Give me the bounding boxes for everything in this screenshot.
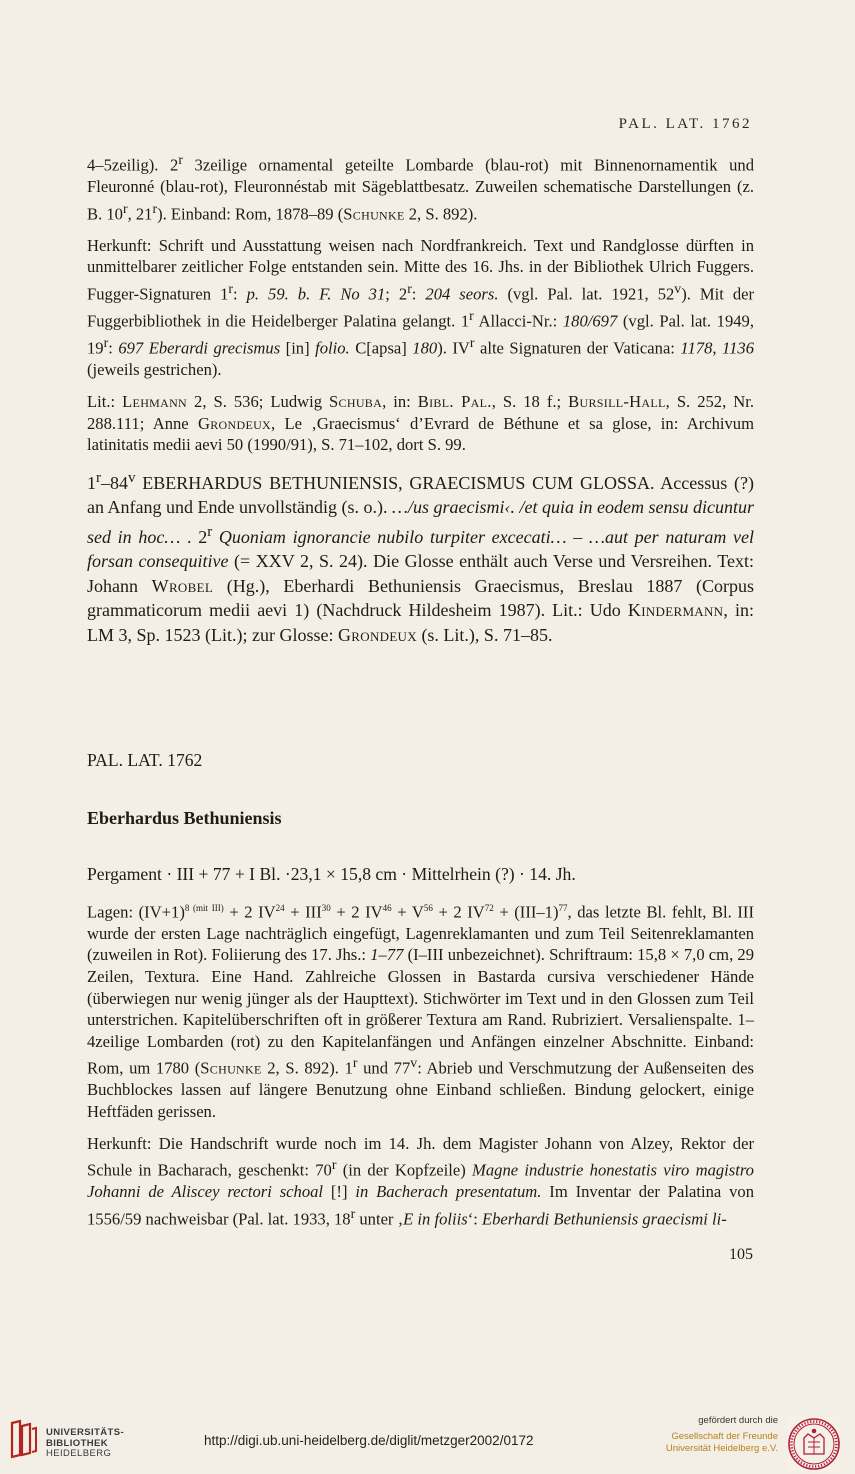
provenance-paragraph-2: Herkunft: Die Handschrift wurde noch im 14. Jh. dem Magister Johann von Alzey, Rektor der Schule in Bacharach, geschenkt: 70$^r$ (in der Kopfzeile) Magne industrie honestatis viro magistro Johanni de Aliscey rectori schoal [!] in Bacherach presentatum. Im Inventar der Palatina von 1556/59 nachweisbar (Pal. lat. 1933, 18$^r$ unter ‚E in foliis‘: Eberhardi Bethuniensis graecismi li- — [87, 1133, 754, 1229]
shelfmark-heading: PAL. LAT. 1762 — [87, 750, 203, 770]
sponsor-name-line-2: Universität Heidelberg e.V. — [665, 1443, 778, 1454]
description-block — [87, 864, 754, 1240]
sponsor-name-line-1: Gesellschaft der Freunde — [671, 1430, 778, 1442]
description-block-continued — [87, 149, 754, 657]
university-library-logo-icon[interactable] — [8, 1417, 38, 1461]
decoration-paragraph: 4–5zeilig). 2$^r$ 3zeilige ornamental geteilte Lombarde (blau-rot) mit Binnenornamentik und Fleuronné (blau-rot), Fleuronnéstab mit Sägeblattbesatz. Zuweilen schematische Darstellungen (z. B. 10$^r$, 21$^r$). Einband: Rom, 1878–89 (Schunke 2, S. 892). — [87, 152, 754, 224]
sponsor-label: gefördert durch die — [698, 1415, 778, 1426]
manuscript-title: Eberhardus Bethuniensis — [87, 808, 282, 828]
library-name-line-1: UNIVERSITÄTS- — [46, 1427, 125, 1438]
literature-paragraph: Lit.: Lehmann 2, S. 536; Ludwig Schuba, in: Bibl. Pal., S. 18 f.; Bursill-Hall, S. 252, Nr. 288.111; Anne Grondeux, Le ‚Graecismus‘ d’Evrard de Béthune et sa glose, in: Archivum latinitatis medii aevi 50 (1990/91), S. 71–102, dort S. 99. — [87, 392, 755, 455]
library-name-line-2: BIBLIOTHEK — [46, 1437, 109, 1449]
physical-summary: Pergament · III + 77 + I Bl. ·23,1 × 15,8 cm · Mittelrhein (?) · 14. Jh. — [87, 864, 576, 884]
page-number: 105 — [729, 1246, 753, 1263]
contents-paragraph: 1$^r$–84$^v$ EBERHARDUS BETHUNIENSIS, GRAECISMUS CUM GLOSSA. Accessus (?) an Anfang und Ende unvollständig (s. o.). …/us graecismi‹. /et quia in eodem sensu dicuntur sed in hoc… . 2$^r$ Quoniam ignorancie nubilo turpiter excecati… – …aut per naturam vel forsan consequitive (= XXV 2, S. 24). Die Glosse enthält auch Verse und Versreihen. Text: Johann Wrobel (Hg.), Eberhardi Bethuniensis Graecismus, Breslau 1887 (Corpus grammaticorum medii aevi 1) (Nachdruck Hildesheim 1987). Lit.: Udo Kindermann, in: LM 3, Sp. 1523 (Lit.); zur Glosse: Grondeux (s. Lit.), S. 71–85. — [87, 469, 755, 645]
university-seal-icon — [786, 1416, 842, 1472]
digital-object-url-link[interactable]: http://digi.ub.uni-heidelberg.de/diglit/metzger2002/0172 — [204, 1433, 534, 1448]
library-name[interactable] — [46, 1428, 124, 1460]
sponsor-credit[interactable] — [646, 1415, 778, 1456]
running-head: PAL. LAT. 1762 — [618, 116, 752, 132]
provenance-paragraph: Herkunft: Schrift und Ausstattung weisen nach Nordfrankreich. Text und Randglosse dürften in unmittelbarer zeitlicher Folge entstanden sein. Mitte des 16. Jhs. in der Bibliothek Ulrich Fuggers. Fugger-Signaturen 1$^r$: p. 59. b. F. No 31; 2$^r$: 204 seors. (vgl. Pal. lat. 1921, 52$^v$). Mit der Fuggerbibliothek in die Heidelberger Palatina gelangt. 1$^r$ Allacci-Nr.: 180/697 (vgl. Pal. lat. 1949, 19$^r$: 697 Eberardi grecismus [in] folio. C[apsa] 180). $IV^r$ alte Signaturen der Vaticana: 1178, 1136 (jeweils gestrichen). — [87, 235, 755, 380]
quires-paragraph: Lagen: $(IV+1)^{8 (mit III)} + 2$ $IV^{24} + III^{30} + 2$ $IV^{46} + V^{56} + 2$ $IV^{72} + (III-1)^{77}$, das letzte Bl. fehlt, Bl. III wurde der ersten Lage nachträglich eingefügt, Lagenreklamanten und zum Teil Seitenreklamanten (zuweilen in Rot). Foliierung des 17. Jhs.: 1–77 (I–III unbezeichnet). Schriftraum: 15,8 × 7,0 cm, 29 Zeilen, Textura. Eine Hand. Zahlreiche Glossen in Bastarda cursiva verschiedener Hände (überwiegen nur wenig jünger als der Haupttext). Stichwörter im Text und in den Glossen zum Teil unterstrichen. Kapitelüberschriften oft in größerer Textura am Rand. Rubriziert. Versalienspalte. 1–4zeilige Lombarden (rot) zu den Kapitelanfängen und Anfängen einzelner Abschnitte. Einband: Rom, um 1780 (Schunke 2, S. 892). 1$^r$ und 77$^v$: Abrieb und Verschmutzung der Außenseiten des Buchblockes lassen auf längere Benutzung ohne Einband schließen. Bindung gelockert, einige Heftfäden gerissen. — [87, 902, 754, 1121]
library-name-line-3: HEIDELBERG — [46, 1448, 112, 1459]
